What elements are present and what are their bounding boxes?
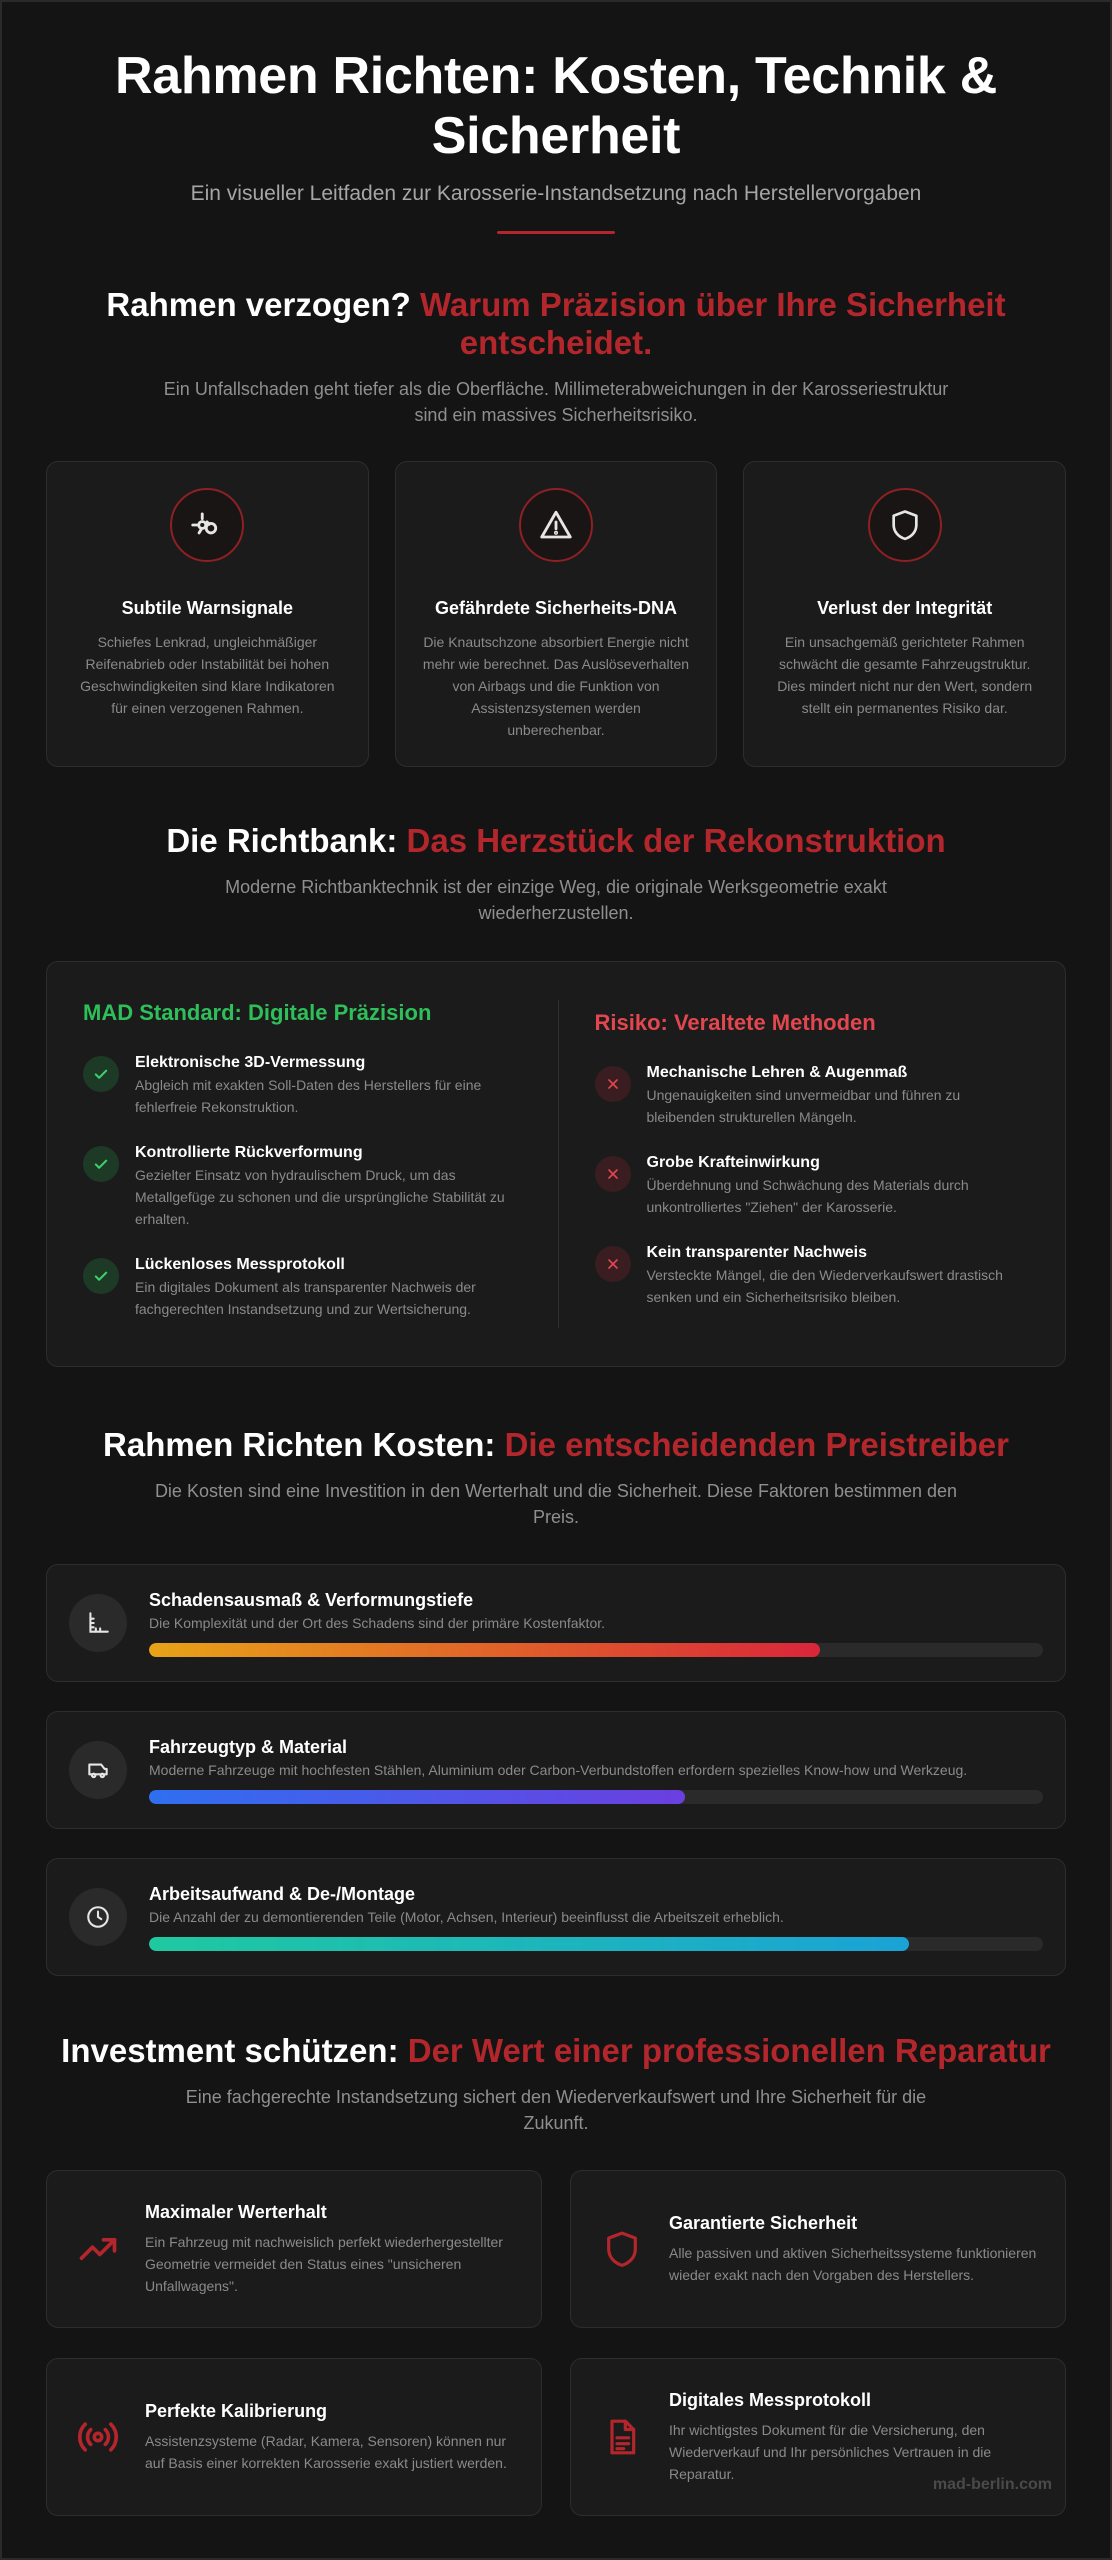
cost-factor-text: Die Komplexität und der Ort des Schadens sind der primäre Kostenfaktor. <box>149 1614 606 1631</box>
check-icon <box>83 1146 119 1182</box>
comparison-item <box>595 1064 1030 1128</box>
comparison-heading-risk: Risiko: Veraltete Methoden <box>594 1010 876 1035</box>
cost-factor-bar-fill <box>149 1790 685 1804</box>
comparison-heading-standard: MAD Standard: Digitale Präzision <box>83 1000 432 1025</box>
check-icon <box>83 1258 119 1294</box>
cost-factor-card <box>46 1711 1066 1829</box>
comparison-item-title: Kontrollierte Rückverformung <box>135 1144 363 1161</box>
ruler-corner-icon <box>69 1594 127 1652</box>
cost-factor-bar <box>149 1643 1043 1657</box>
cost-factor-bar-fill <box>149 1643 820 1657</box>
feature-cards <box>46 461 1066 767</box>
cost-factor-text: Die Anzahl der zu demontierenden Teile (Motor, Achsen, Interieur) beeinflusst die Arbeitszeit erheblich. <box>149 1908 784 1925</box>
benefit-text: Ihr wichtigstes Dokument für die Versicherung, den Wiederverkauf und Ihr persönliches Vertrauen in die Reparatur. <box>669 2421 992 2482</box>
feature-card <box>395 461 718 767</box>
section-cost-drivers <box>2 1426 1110 1925</box>
cost-factor-bar-fill <box>149 1937 909 1951</box>
section-title <box>2 822 1110 860</box>
section-title-plain: Die Richtbank: <box>166 822 407 859</box>
comparison-item-title: Mechanische Lehren & Augenmaß <box>646 1064 908 1081</box>
comparison-item-text: Gezielter Einsatz von hydraulischem Druck, um das Metallgefüge zu schonen und die ursprüngliche Stabilität zu erhalten. <box>135 1167 505 1227</box>
site-watermark[interactable]: mad-berlin.com <box>932 2476 1052 2493</box>
section-title-plain: Rahmen Richten Kosten: <box>103 1426 505 1463</box>
shield-icon <box>597 2229 647 2269</box>
comparison-item-title: Lückenloses Messprotokoll <box>135 1256 345 1273</box>
benefit-card <box>570 2170 1066 2328</box>
section-title-plain: Investment schützen: <box>61 2032 408 2069</box>
check-icon <box>83 1056 119 1092</box>
feature-card <box>46 461 369 767</box>
cross-icon <box>595 1156 631 1192</box>
car-icon <box>69 1741 127 1799</box>
section-title-accent: Die entscheidenden Preistreiber <box>504 1426 1009 1463</box>
feature-text: Schiefes Lenkrad, ungleichmäßiger Reifenabrieb oder Instabilität bei hohen Geschwindigkeiten sind klare Indikatoren für einen verzogenen Rahmen. <box>80 634 335 716</box>
benefit-title: Perfekte Kalibrierung <box>145 2400 328 2421</box>
comparison-item-title: Elektronische 3D-Vermessung <box>135 1054 366 1071</box>
feature-card <box>743 461 1066 767</box>
feature-title: Gefährdete Sicherheits-DNA <box>434 598 678 618</box>
comparison-item <box>83 1144 518 1230</box>
warning-triangle-icon <box>519 488 593 562</box>
benefit-title: Garantierte Sicherheit <box>669 2212 858 2233</box>
cost-factor-card <box>46 1564 1066 1682</box>
comparison-item <box>595 1244 1030 1308</box>
comparison-item <box>83 1054 518 1118</box>
section-investment <box>2 2032 1110 2482</box>
comparison-item-text: Ungenauigkeiten sind unvermeidbar und führen zu bleibenden strukturellen Mängeln. <box>646 1087 961 1125</box>
section-intro: Die Kosten sind eine Investition in den Werterhalt und die Sicherheit. Diese Faktoren bestimmen den Preis. <box>154 1481 958 1527</box>
benefit-text: Alle passiven und aktiven Sicherheitssysteme funktionieren wieder exakt nach den Vorgaben des Herstellers. <box>669 2244 1037 2283</box>
comparison-item-text: Überdehnung und Schwächung des Materials durch unkontrolliertes "Ziehen" der Karosserie. <box>646 1177 969 1215</box>
comparison-column-standard <box>83 1000 559 1328</box>
section-title <box>106 286 1006 362</box>
feature-text: Ein unsachgemäß gerichteter Rahmen schwächt die gesamte Fahrzeugstruktur. Dies mindert nicht nur den Wert, sondern stellt ein permanentes Risiko dar. <box>777 634 1033 716</box>
comparison-column-risk <box>559 1000 1030 1328</box>
document-icon <box>597 2417 647 2457</box>
section-warning-signs <box>2 286 1110 738</box>
benefit-card <box>46 2358 542 2516</box>
section-straightening-bench <box>2 822 1110 1317</box>
feature-title: Verlust der Integrität <box>817 598 993 618</box>
page-subtitle: Ein visueller Leitfaden zur Karosserie-Instandsetzung nach Herstellervorgaben <box>190 182 922 205</box>
comparison-item-text: Ein digitales Dokument als transparenter Nachweis der fachgerechten Instandsetzung und zur Wertsicherung. <box>135 1279 476 1317</box>
feature-text: Die Knautschzone absorbiert Energie nicht mehr wie berechnet. Das Auslöseverhalten von Airbags und die Funktion von Assistenzsystemen werden unberechenbar. <box>422 634 690 738</box>
benefit-title: Digitales Messprotokoll <box>669 2389 872 2410</box>
comparison-item-text: Abgleich mit exakten Soll-Daten des Herstellers für eine fehlerfreie Rekonstruktion. <box>135 1077 482 1115</box>
clock-icon <box>69 1888 127 1946</box>
cost-factor-bar <box>149 1790 1043 1804</box>
section-title <box>2 2032 1110 2070</box>
title-divider <box>497 231 615 234</box>
section-title-accent: Der Wert einer professionellen Reparatur <box>407 2032 1051 2069</box>
trending-up-icon <box>73 2227 123 2271</box>
cost-factor-card <box>46 1858 1066 1976</box>
comparison-item-text: Versteckte Mängel, die den Wiederverkaufswert drastisch senken und ein Sicherheitsrisiko bleiben. <box>646 1267 1003 1305</box>
section-intro: Ein Unfallschaden geht tiefer als die Oberfläche. Millimeterabweichungen in der Karosseriestruktur sind ein massives Sicherheitsrisiko. <box>163 379 949 425</box>
benefit-text: Ein Fahrzeug mit nachweislich perfekt wiederhergestellter Geometrie vermeidet den Status eines "unsicheren Unfallwagens". <box>145 2233 503 2294</box>
steering-wheel-icon <box>170 488 244 562</box>
cost-factor-title: Fahrzeugtyp & Material <box>149 1736 348 1757</box>
section-title-accent: Das Herzstück der Rekonstruktion <box>406 822 946 859</box>
cost-factor-text: Moderne Fahrzeuge mit hochfesten Stählen, Aluminium oder Carbon-Verbundstoffen erfordern spezielles Know-how und Werkzeug. <box>149 1761 968 1778</box>
cost-factor-title: Schadensausmaß & Verformungstiefe <box>149 1589 474 1610</box>
benefit-card <box>46 2170 542 2328</box>
comparison-item-title: Kein transparenter Nachweis <box>646 1244 868 1261</box>
benefit-title: Maximaler Werterhalt <box>145 2201 327 2222</box>
cost-factor-title: Arbeitsaufwand & De-/Montage <box>149 1883 416 1904</box>
comparison-card <box>46 961 1066 1367</box>
cost-factor-bar <box>149 1937 1043 1951</box>
section-intro: Moderne Richtbanktechnik ist der einzige Weg, die originale Werksgeometrie exakt wiederherzustellen. <box>225 877 887 923</box>
shield-icon <box>868 488 942 562</box>
section-intro: Eine fachgerechte Instandsetzung sichert den Wiederverkaufswert und Ihre Sicherheit für die Zukunft. <box>185 2087 927 2133</box>
cross-icon <box>595 1066 631 1102</box>
section-title <box>2 1426 1110 1464</box>
page-title: Rahmen Richten: Kosten, Technik & Sicherheit <box>115 47 997 165</box>
hero <box>2 2 1110 234</box>
benefit-text: Assistenzsysteme (Radar, Kamera, Sensoren) können nur auf Basis einer korrekten Karosserie exakt justiert werden. <box>145 2432 507 2471</box>
section-title-plain: Rahmen verzogen? <box>106 286 420 323</box>
cross-icon <box>595 1246 631 1282</box>
radar-broadcast-icon <box>73 2415 123 2459</box>
section-title-accent: Warum Präzision über Ihre Sicherheit entscheidet. <box>419 286 1006 361</box>
comparison-item <box>83 1256 518 1320</box>
feature-title: Subtile Warnsignale <box>121 598 294 618</box>
comparison-item-title: Grobe Krafteinwirkung <box>646 1154 820 1171</box>
comparison-item <box>595 1154 1030 1218</box>
